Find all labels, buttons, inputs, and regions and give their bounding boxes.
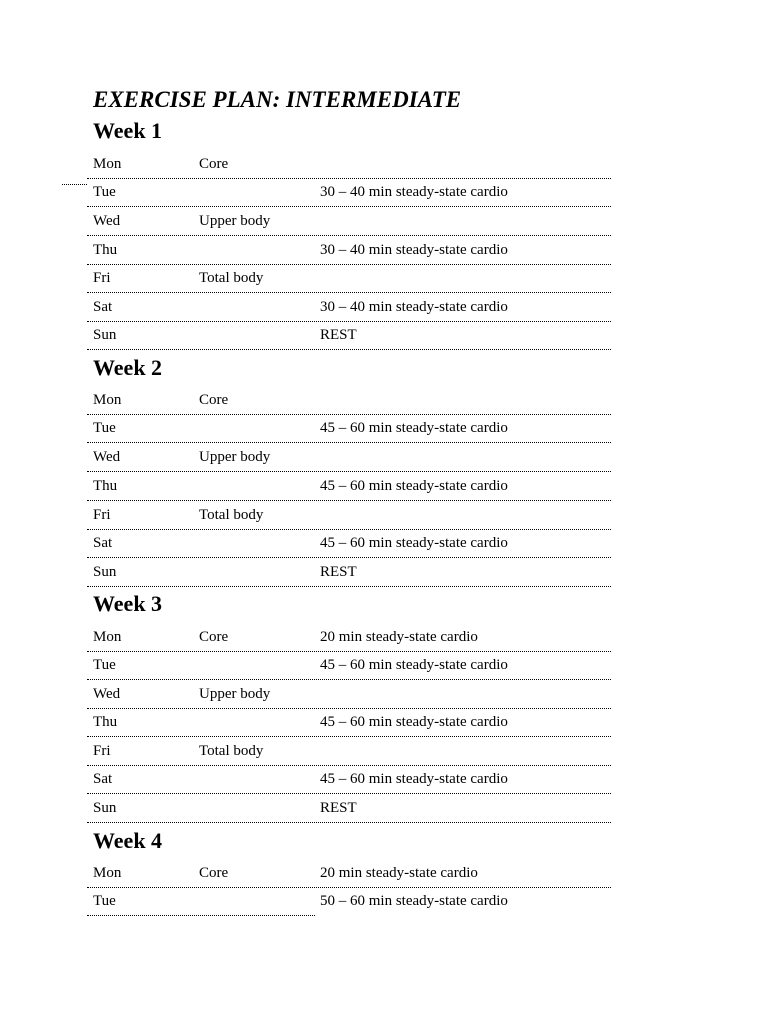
cardio-cell: 20 min steady-state cardio bbox=[320, 629, 478, 645]
cardio-cell: 45 – 60 min steady-state cardio bbox=[320, 420, 508, 436]
table-row bbox=[87, 385, 611, 415]
day-cell: Wed bbox=[93, 449, 121, 465]
table-row bbox=[87, 413, 611, 443]
week-4-heading: Week 4 bbox=[93, 828, 163, 853]
strength-cell: Core bbox=[199, 629, 229, 645]
day-cell: Tue bbox=[93, 420, 116, 436]
week-3-heading: Week 3 bbox=[93, 591, 163, 616]
strength-cell: Total body bbox=[199, 507, 264, 523]
strength-cell: Upper body bbox=[199, 686, 271, 702]
strength-cell: Total body bbox=[199, 743, 264, 759]
day-cell: Mon bbox=[93, 392, 122, 408]
cardio-cell: 50 – 60 min steady-state cardio bbox=[320, 893, 508, 909]
table-row bbox=[87, 679, 611, 709]
cardio-cell: 30 – 40 min steady-state cardio bbox=[320, 184, 508, 200]
day-cell: Sun bbox=[93, 800, 117, 816]
day-cell: Tue bbox=[93, 184, 116, 200]
day-cell: Sat bbox=[93, 771, 113, 787]
table-row bbox=[87, 886, 611, 915]
table-row bbox=[87, 650, 611, 680]
table-row bbox=[87, 177, 611, 207]
table-row bbox=[87, 292, 611, 322]
table-row bbox=[87, 235, 611, 265]
table-row bbox=[87, 528, 611, 558]
day-cell: Sat bbox=[93, 535, 113, 551]
cardio-cell: REST bbox=[320, 327, 357, 343]
day-cell: Mon bbox=[93, 156, 122, 172]
day-cell: Thu bbox=[93, 478, 118, 494]
day-cell: Wed bbox=[93, 213, 121, 229]
table-row bbox=[87, 206, 611, 236]
day-cell: Wed bbox=[93, 686, 121, 702]
day-cell: Tue bbox=[93, 893, 116, 909]
day-cell: Sun bbox=[93, 564, 117, 580]
strength-cell: Upper body bbox=[199, 449, 271, 465]
strength-cell: Upper body bbox=[199, 213, 271, 229]
document-title: EXERCISE PLAN: INTERMEDIATE bbox=[93, 87, 462, 112]
day-cell: Sun bbox=[93, 327, 117, 343]
cardio-cell: 20 min steady-state cardio bbox=[320, 865, 478, 881]
day-cell: Thu bbox=[93, 242, 118, 258]
strength-cell: Total body bbox=[199, 270, 264, 286]
strength-cell: Core bbox=[199, 156, 229, 172]
day-cell: Fri bbox=[93, 507, 111, 523]
strength-cell: Core bbox=[199, 865, 229, 881]
day-cell: Tue bbox=[93, 657, 116, 673]
cardio-cell: 45 – 60 min steady-state cardio bbox=[320, 657, 508, 673]
table-row bbox=[87, 764, 611, 794]
cardio-cell: 30 – 40 min steady-state cardio bbox=[320, 242, 508, 258]
table-row bbox=[87, 471, 611, 501]
margin-dotted-rule bbox=[62, 184, 87, 185]
cardio-cell: 45 – 60 min steady-state cardio bbox=[320, 535, 508, 551]
day-cell: Mon bbox=[93, 865, 122, 881]
day-cell: Fri bbox=[93, 270, 111, 286]
cardio-cell: REST bbox=[320, 564, 357, 580]
cardio-cell: REST bbox=[320, 800, 357, 816]
table-row bbox=[87, 442, 611, 472]
table-row bbox=[87, 858, 611, 888]
table-row bbox=[87, 500, 611, 530]
day-cell: Thu bbox=[93, 714, 118, 730]
table-row bbox=[87, 149, 611, 179]
day-cell: Mon bbox=[93, 629, 122, 645]
table-row bbox=[87, 793, 611, 823]
day-cell: Sat bbox=[93, 299, 113, 315]
table-row bbox=[87, 622, 611, 652]
table-row bbox=[87, 320, 611, 350]
table-row bbox=[87, 263, 611, 293]
table-row bbox=[87, 736, 611, 766]
strength-cell: Core bbox=[199, 392, 229, 408]
day-cell: Fri bbox=[93, 743, 111, 759]
table-row bbox=[87, 557, 611, 587]
cardio-cell: 45 – 60 min steady-state cardio bbox=[320, 478, 508, 494]
cardio-cell: 45 – 60 min steady-state cardio bbox=[320, 714, 508, 730]
table-row bbox=[87, 707, 611, 737]
cardio-cell: 45 – 60 min steady-state cardio bbox=[320, 771, 508, 787]
week-2-heading: Week 2 bbox=[93, 355, 163, 380]
cardio-cell: 30 – 40 min steady-state cardio bbox=[320, 299, 508, 315]
week-1-heading: Week 1 bbox=[93, 118, 163, 143]
